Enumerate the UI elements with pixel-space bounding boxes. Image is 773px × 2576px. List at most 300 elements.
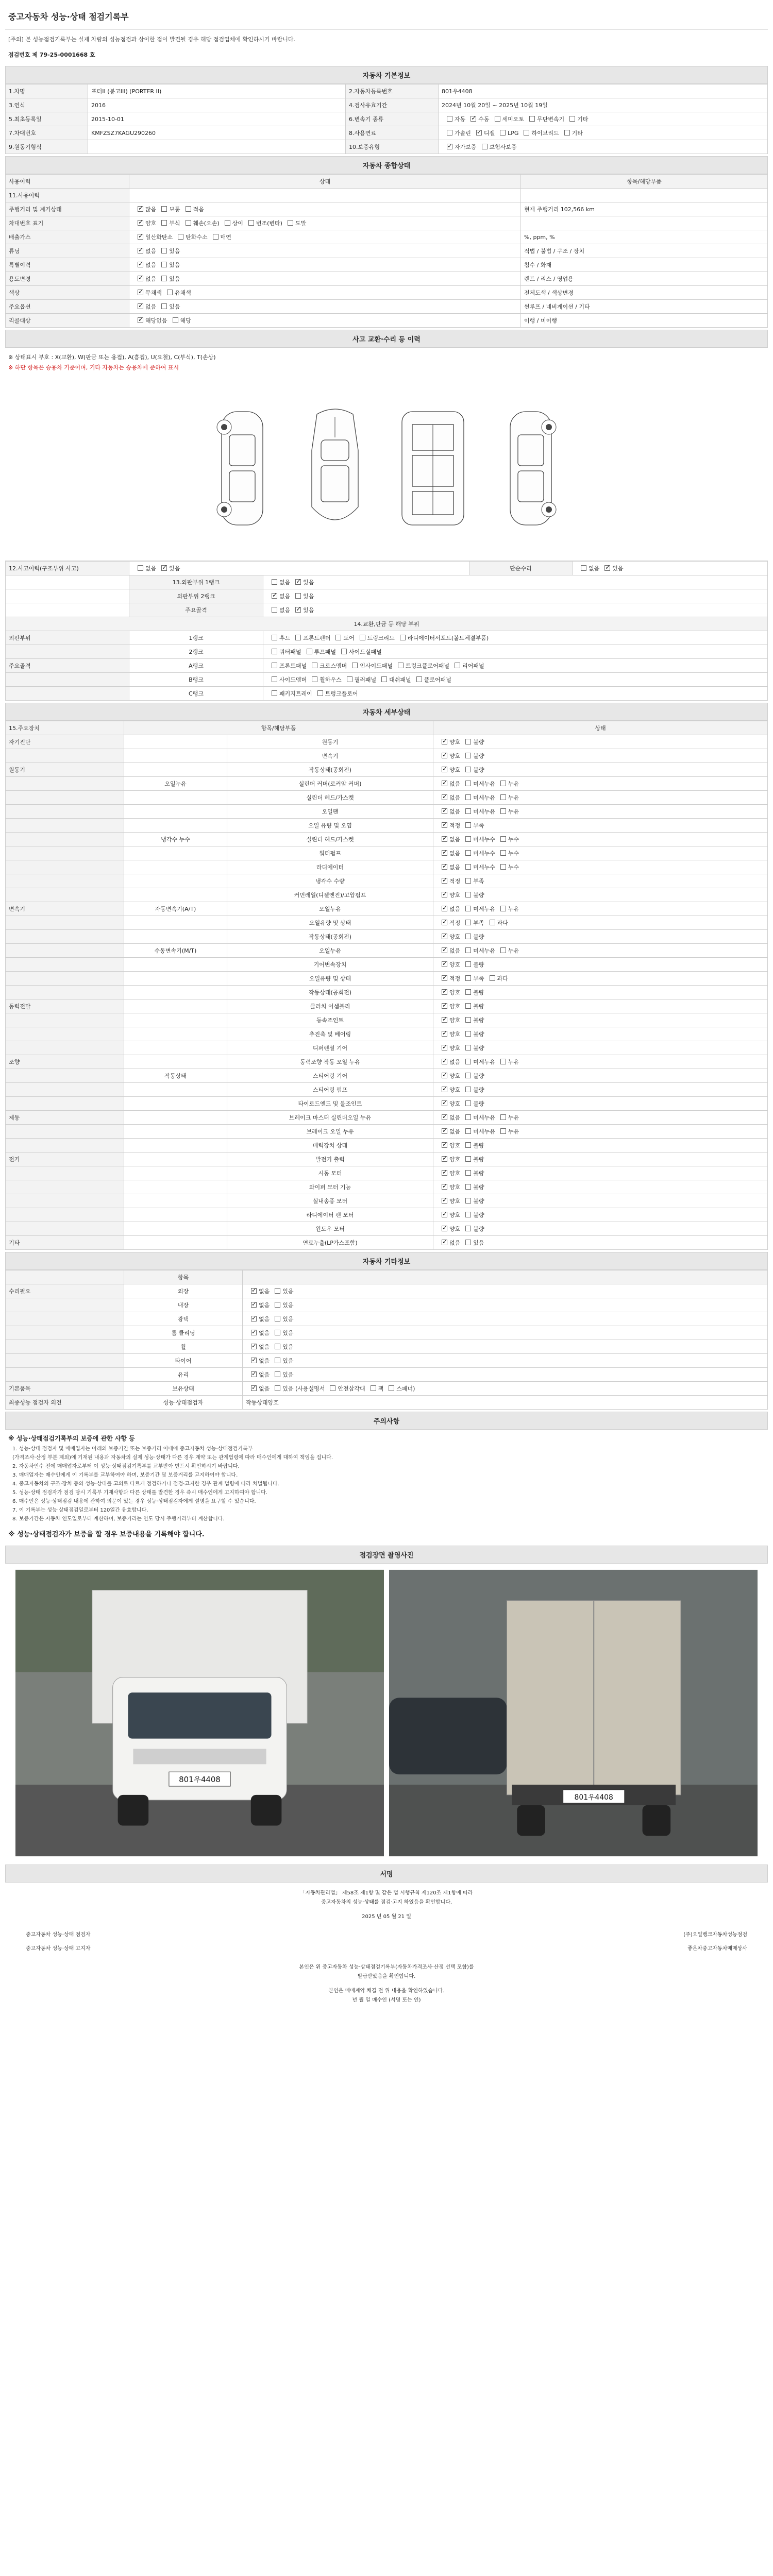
detail-group [6,819,124,833]
checkbox-icon [138,290,143,295]
rear-photo [389,1569,758,1857]
detail-state [433,1166,768,1180]
detail-item: 라디에이터 팬 모터 [227,1208,433,1222]
option: 불량 [460,1030,484,1038]
checkbox-icon [307,649,312,654]
detail-group: 자기진단 [6,735,124,749]
checkbox-icon [330,1385,335,1391]
caution-line: 4. 중고자동차의 구조·장치 등의 성능·상태를 고의로 다르게 점검하거나 점검·고지한 경우 관계 법령에 따라 처벌됩니다. [12,1481,279,1487]
caution-line: 8. 보증기간은 자동차 인도일로부터 계산하며, 보증거리는 인도 당시 주행거리부터 계산합니다. [12,1516,225,1522]
detail-state [433,1041,768,1055]
option: 도말 [282,219,306,227]
checkbox-icon [490,920,495,925]
option: 스패너) [383,1384,415,1393]
checkbox-icon [465,989,471,995]
option: ✓ 양호 [436,1141,460,1149]
section-accident: 사고 교환·수리 등 이력 [5,330,768,348]
structure-group [6,673,129,687]
detail-group [6,833,124,846]
basic-value [439,112,768,126]
structure-rank: C랭크 [129,687,263,701]
detail-row [6,874,768,888]
detail-group [6,916,124,930]
caution-line: 7. 이 기록부는 성능·상태점검일로부터 120일간 유효합니다. [12,1507,148,1513]
checkbox-icon [442,1073,447,1078]
basic-value: 2015-10-01 [88,112,346,126]
general-detail: 썬루프 / 네비게이션 / 기타 [521,300,768,314]
general-row [6,189,768,202]
detail-row [6,1125,768,1139]
option: 미세누유 [460,946,495,955]
caution-line: 3. 매매업자는 매수인에게 이 기록부를 교부하여야 하며, 보증기간 및 보증거리를 고지하여야 합니다. [12,1472,238,1478]
detail-item: 기어변속장치 [227,958,433,972]
option: ✓ 일산화탄소 [132,233,173,241]
option: 누유 [495,807,519,816]
detail-sub [124,749,227,763]
detail-sub [124,958,227,972]
detail-item: 타이로드엔드 및 볼조인트 [227,1097,433,1111]
option: ✓ 없음 [266,592,290,600]
detail-item: 라디에이터 [227,860,433,874]
other-item: 타이어 [124,1354,243,1368]
detail-row [6,791,768,805]
checkbox-icon [225,220,230,226]
basic-row [6,84,768,98]
checkbox-icon [295,579,301,585]
option: ✓ 없음 [436,863,460,871]
checkbox-icon [442,864,447,870]
checkbox-icon [272,663,277,668]
detail-item: 냉각수 수량 [227,874,433,888]
option: 있음 [270,1357,293,1365]
checkbox-icon [186,220,191,226]
checkbox-icon [347,676,352,682]
detail-item: 작동상태(공회전) [227,763,433,777]
receipt-line1: 본인은 위 중고자동차 성능·상태점검기록부(자동차가격조사·산정 선택 포함)를 [299,1964,474,1970]
detail-row [6,1069,768,1083]
other-row [6,1298,768,1312]
general-label: 용도변경 [6,272,129,286]
checkbox-icon [442,1142,447,1148]
structure-group: 외판부위 [6,631,129,645]
option: ✓ 양호 [436,1197,460,1205]
basic-value: 2016 [88,98,346,112]
general-label: 배출가스 [6,230,129,244]
detail-sub [124,1236,227,1250]
front-plate-text: 801우4408 [179,1775,221,1785]
checkbox-icon [604,565,610,571]
checkbox-icon [442,739,447,744]
checkbox-icon [442,892,447,897]
simple-repair-options [573,562,768,575]
option: 프론트펜더 [290,634,330,642]
detail-item: 스티어링 기어 [227,1069,433,1083]
checkbox-icon [465,864,471,870]
other-state [243,1284,768,1298]
option: ✓ 양호 [436,988,460,996]
basic-key: 7.차대번호 [6,126,88,140]
option: 부족 [460,877,484,885]
detail-group [6,944,124,958]
checkbox-icon [581,565,586,571]
detail-item: 발전기 출력 [227,1153,433,1166]
structure-row [6,631,768,645]
option: 변조(변타) [243,219,282,227]
checkbox-icon [465,739,471,744]
checkbox-icon [442,1003,447,1009]
general-row [6,258,768,272]
option: 부식 [156,219,180,227]
other-group [6,1312,124,1326]
checkbox-icon [465,1226,471,1231]
checkbox-icon [465,1142,471,1148]
checkbox-icon [138,317,143,323]
buyer-date-fields: 년 월 일 매수인 (서명 또는 인) [352,1997,421,2003]
basic-value [439,140,768,154]
receipt-line2: 발급받았음을 확인합니다. [357,1974,416,1979]
detail-state [433,930,768,944]
general-status [129,258,521,272]
detail-sub [124,1013,227,1027]
detail-row [6,1111,768,1125]
option: 있음 [460,1239,484,1247]
checkbox-icon [465,1087,471,1092]
option: 하이브리드 [518,129,559,137]
detail-row [6,972,768,986]
option: 탄화수소 [173,233,208,241]
checkbox-icon [272,676,277,682]
structure-row [6,645,768,659]
detail-sub [124,1139,227,1153]
general-row [6,272,768,286]
detail-row [6,1055,768,1069]
detail-item: 오일누유 [227,902,433,916]
checkbox-icon [442,1100,447,1106]
option: ✓ 양호 [436,752,460,760]
general-label: 리콜대상 [6,314,129,328]
checkbox-icon [398,663,404,668]
checkbox-icon [442,1240,447,1245]
structure-rank: 1랭크 [129,631,263,645]
option: ✓ 없음 [436,1239,460,1247]
checkbox-icon [295,635,301,640]
checkbox-icon [251,1385,257,1391]
detail-sub: 수동변속기(M/T) [124,944,227,958]
checkbox-icon [381,676,387,682]
option: 불량 [460,1141,484,1149]
rank-label: 13.외판부위 1랭크 [129,575,263,589]
option: ✓ 양호 [436,933,460,941]
checkbox-icon [138,262,143,267]
checkbox-icon [447,130,452,135]
checkbox-icon [251,1330,257,1335]
option: 불량 [460,738,484,746]
checkbox-icon [442,906,447,911]
option: 불량 [460,1044,484,1052]
detail-row [6,777,768,791]
option: ✓ 없음 [436,849,460,857]
detail-sub [124,1097,227,1111]
checkbox-icon [442,1031,447,1037]
detail-group [6,1125,124,1139]
detail-row [6,1027,768,1041]
buyer-line: 본인은 매매계약 체결 전 위 내용을 확인하였습니다. [328,1988,445,1994]
sign-date: 2025 년 05 월 21 일 [362,1914,411,1920]
option: 무단변속기 [524,115,564,123]
option: ✓ 없음 [132,261,156,269]
option: ✓ 없음 [436,807,460,816]
general-label: 차대번호 표기 [6,216,129,230]
section-caution: 주의사항 [5,1412,768,1430]
detail-state [433,805,768,819]
general-status-table [5,174,768,328]
option: 없음 [576,564,599,572]
rank-options [263,575,768,589]
checkbox-icon [138,248,143,253]
option: 불량 [460,1002,484,1010]
structure-rank: 2랭크 [129,645,263,659]
caution-line: 6. 매수인은 성능·상태점검 내용에 관하여 의문이 있는 경우 성능·상태점검자에게 설명을 요구할 수 있습니다. [12,1499,256,1504]
detail-sub [124,846,227,860]
option: 플로어패널 [411,675,451,684]
detail-group [6,1097,124,1111]
checkbox-icon [275,1385,280,1391]
checkbox-icon [442,934,447,939]
checkbox-icon [442,1198,447,1204]
car-side-left-diagram [204,404,281,533]
option: 불량 [460,1197,484,1205]
detail-state [433,763,768,777]
structure-group [6,687,129,701]
option: 불량 [460,1086,484,1094]
detail-item: 실내송풍 모터 [227,1194,433,1208]
option: 가솔린 [442,129,471,137]
accident-legend: ※ 상태표시 부호 : X(교환), W(판금 또는 용접), A(흠집), U(요철), C(부식), T(손상) [8,354,216,361]
general-detail: 적법 / 불법 / 구조 / 장치 [521,244,768,258]
detail-row [6,1236,768,1250]
other-group [6,1326,124,1340]
checkbox-icon [138,276,143,281]
col-item: 항목/해당부품 [124,721,433,735]
option: 있음 [270,1287,293,1295]
option: 있음 [270,1301,293,1309]
option: 있음 (사용설명서 [270,1384,325,1393]
detail-sub: 오일누유 [124,777,227,791]
checkbox-icon [295,607,301,613]
detail-sub [124,1208,227,1222]
checkbox-icon [465,1198,471,1204]
detail-row [6,930,768,944]
detail-group [6,972,124,986]
detail-state [433,958,768,972]
detail-group [6,874,124,888]
detail-item: 오일팬 [227,805,433,819]
option: 보험사보증 [477,143,517,151]
checkbox-icon [465,767,471,772]
checkbox-icon [465,1073,471,1078]
checkbox-icon [295,593,301,599]
general-row [6,216,768,230]
checkbox-icon [500,1114,506,1120]
structure-row [6,659,768,673]
notice-text: [주의] 본 성능점검기록부는 실제 차량의 성능점검과 상이한 점이 발견될 경우 해당 점검업체에 확인하시기 바랍니다. [8,36,295,43]
option: 적음 [180,205,204,213]
other-state [243,1382,768,1396]
detail-sub [124,1222,227,1236]
checkbox-icon [465,1045,471,1050]
detail-sub [124,1055,227,1069]
option: 있음 [270,1343,293,1351]
option: 불량 [460,1169,484,1177]
other-group: 기본품목 [6,1382,124,1396]
caution-line: 2. 자동차인수 전에 매매업자로부터 이 성능·상태점검기록부를 교부받아 반드시 확인하시기 바랍니다. [12,1464,240,1469]
other-row [6,1382,768,1396]
accident-history-row [6,562,768,575]
general-detail: 현재 주행거리 102,566 km [521,202,768,216]
detail-group [6,805,124,819]
detail-sub: 작동상태 [124,1069,227,1083]
checkbox-icon [416,676,422,682]
option: ✓ 양호 [436,1155,460,1163]
detail-row [6,916,768,930]
option: 미세누수 [460,849,495,857]
detail-group [6,1069,124,1083]
option: ✓ 없음 [436,1127,460,1136]
checkbox-icon [272,607,277,613]
checkbox-icon [465,947,471,953]
rank-options [263,589,768,603]
checkbox-icon [248,220,254,226]
checkbox-icon [442,850,447,856]
other-state [243,1354,768,1368]
detail-sub [124,999,227,1013]
checkbox-icon [161,276,167,281]
caution-line: 5. 성능·상태 점검자가 점검 당시 기록부 기재사항과 다른 상태를 발견한 경우 즉시 매수인에게 고지하여야 합니다. [12,1490,268,1496]
checkbox-icon [447,116,452,122]
other-table [5,1270,768,1410]
option: 불량 [460,1099,484,1108]
detail-item: 작동상태(공회전) [227,930,433,944]
general-detail: 렌트 / 리스 / 영업용 [521,272,768,286]
checkbox-icon [275,1358,280,1363]
detail-group [6,1166,124,1180]
structure-group [6,645,129,659]
checkbox-icon [482,144,488,149]
checkbox-icon [442,1059,447,1064]
option: ✓ 자가보증 [442,143,477,151]
detail-group: 변속기 [6,902,124,916]
option: ✓ 적정 [436,919,460,927]
detail-item: 브레이크 마스터 실린더오일 누유 [227,1111,433,1125]
detail-row [6,986,768,999]
col-use-history: 사용이력 [6,175,129,189]
checkbox-icon [564,130,570,135]
detail-group [6,1180,124,1194]
checkbox-icon [272,593,277,599]
checkbox-icon [272,635,277,640]
option: 세미오토 [490,115,525,123]
rank-row [6,575,768,589]
option: 크로스멤버 [307,662,347,670]
option: 트렁크플로어 [312,689,358,698]
detail-item: 연료누출(LP가스포함) [227,1236,433,1250]
option: ✓ 양호 [436,960,460,969]
rank-label: 주요골격 [129,603,263,617]
option: 있음 [270,1329,293,1337]
checkbox-icon [465,1017,471,1023]
option: ✓ 없음 [436,793,460,802]
other-item: 룸 클리닝 [124,1326,243,1340]
option: 있음 [290,592,314,600]
general-row [6,286,768,300]
option: 기타 [559,129,583,137]
detail-group [6,1194,124,1208]
detail-sub [124,972,227,986]
detail-item: 원동기 [227,735,433,749]
option: 누유 [495,1058,519,1066]
detail-state [433,1083,768,1097]
checkbox-icon [465,1128,471,1134]
detail-state [433,1013,768,1027]
general-label: 튜닝 [6,244,129,258]
detail-item: 윈도우 모터 [227,1222,433,1236]
option: 누수 [495,835,519,843]
general-status [129,286,521,300]
option: 누유 [495,779,519,788]
checkbox-icon [371,1385,376,1391]
detail-item: 워터펌프 [227,846,433,860]
option: ✓ 양호 [436,766,460,774]
checkbox-icon [500,864,506,870]
general-detail: 전체도색 / 색상변경 [521,286,768,300]
structure-items [263,673,768,687]
detail-row [6,735,768,749]
option: 패키지트레이 [266,689,312,698]
detail-item: 배력장치 상태 [227,1139,433,1153]
detail-row [6,1166,768,1180]
section-signature: 서명 [5,1865,768,1883]
detail-row [6,846,768,860]
option: LPG [495,130,518,137]
other-state [243,1326,768,1340]
checkbox-icon [442,1114,447,1120]
checkbox-icon [138,565,143,571]
checkbox-icon [524,130,529,135]
detail-item: 클러치 어셈블리 [227,999,433,1013]
detail-state [433,888,768,902]
checkbox-icon [447,144,452,149]
option: 트렁크플로어패널 [393,662,449,670]
checkbox-icon [161,262,167,267]
checkbox-icon [476,130,482,135]
general-label: 11.사용이력 [6,189,129,202]
general-status [129,202,521,216]
checkbox-icon [275,1288,280,1294]
accident-legend-note: ※ 하단 항목은 승용차 기준이며, 기타 자동차는 승용차에 준하여 표시 [8,364,179,371]
option: 유채색 [162,289,191,297]
general-detail [521,189,768,202]
other-state [243,1340,768,1354]
option: 미세누수 [460,835,495,843]
option: ✓ 무채색 [132,289,162,297]
checkbox-icon [500,130,506,135]
option: ✓ 없음 [436,1113,460,1122]
detail-sub [124,1180,227,1194]
checkbox-icon [455,663,460,668]
option: 있음 [270,1370,293,1379]
other-group [6,1354,124,1368]
checkbox-icon [341,649,347,654]
